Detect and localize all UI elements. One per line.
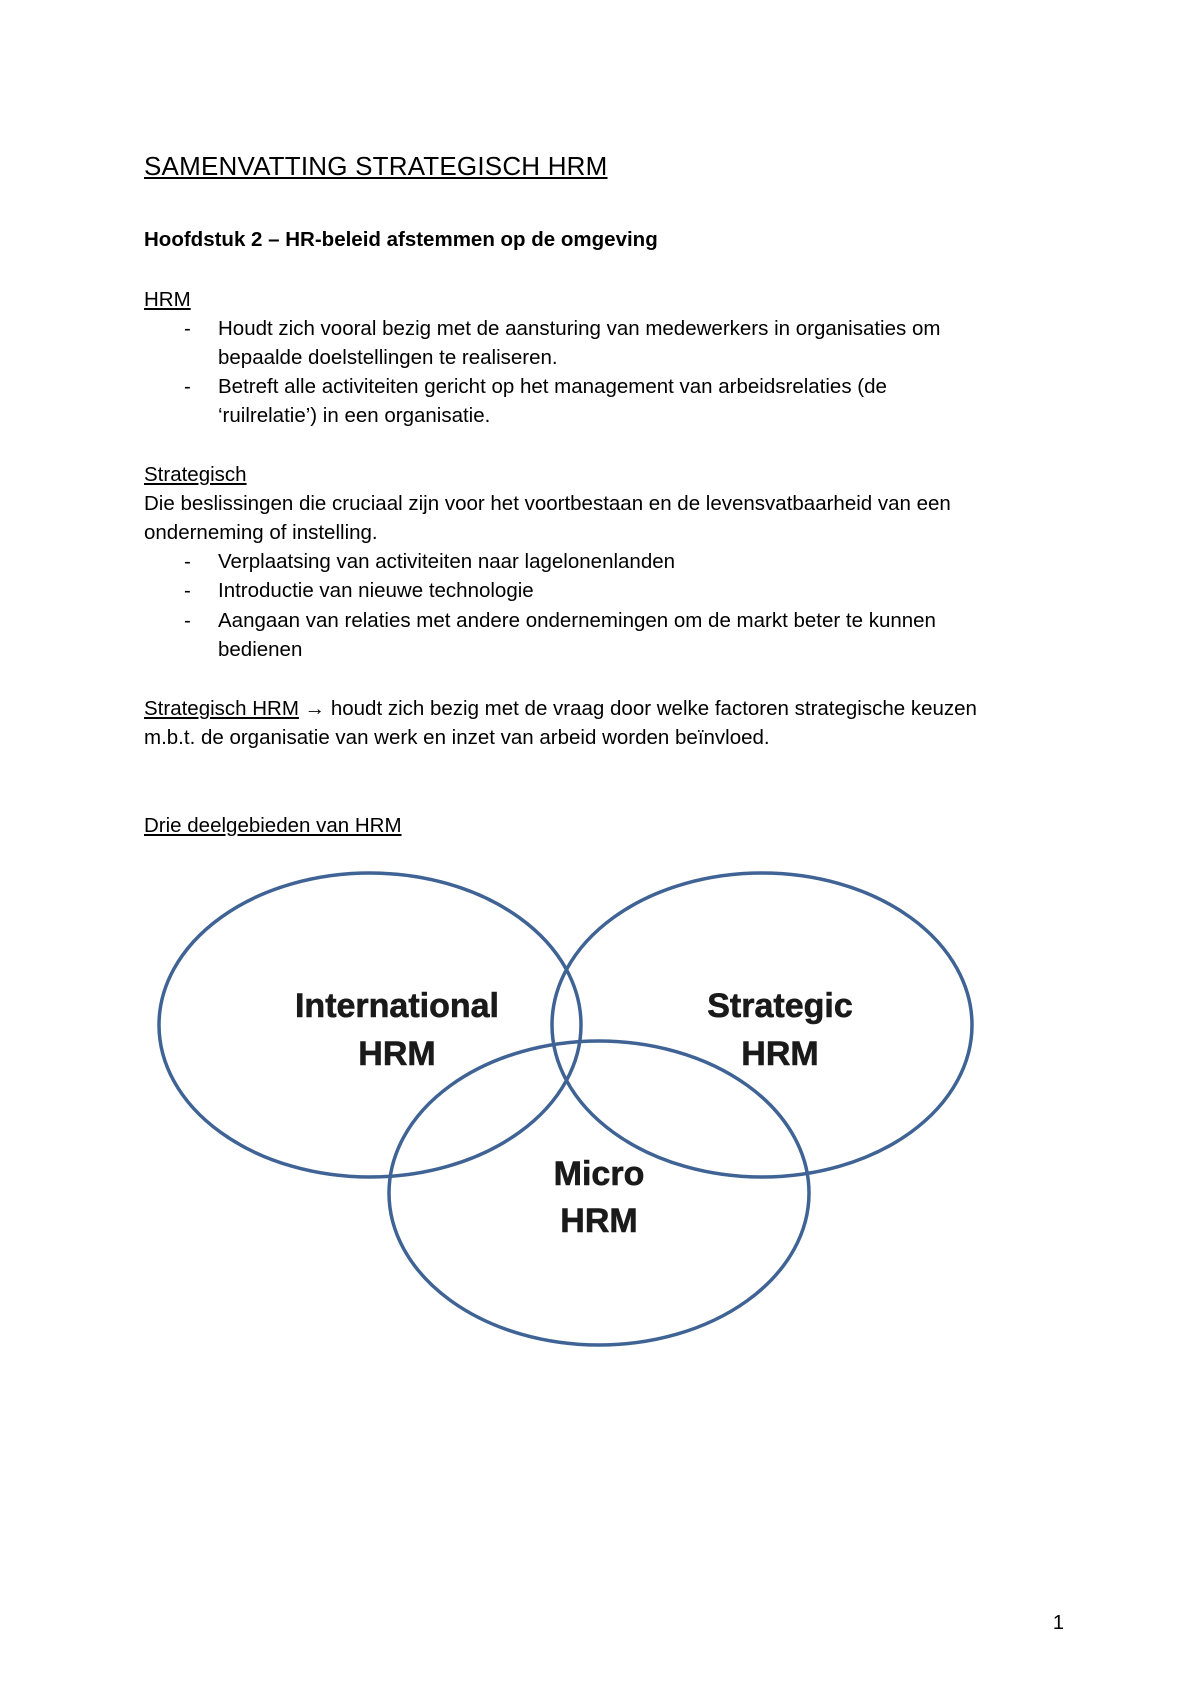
chapter-heading: Hoofdstuk 2 – HR-beleid afstemmen op de omgeving [144,228,658,251]
strategisch-hrm-line-1 [144,695,977,723]
section-heading-strategisch: Strategisch [144,463,247,486]
strategisch-intro-line-2: onderneming of instelling. [144,521,378,544]
hrm-bullet-2-line-2: ‘ruilrelatie’) in een organisatie. [218,404,491,427]
bullet-marker: - [184,609,191,632]
venn-circle-international [159,873,581,1177]
strategisch-bullet-3-line-1: Aangaan van relaties met andere ondernemingen om de markt beter te kunnen [218,609,936,632]
hrm-bullet-1-line-2: bepaalde doelstellingen te realiseren. [218,346,558,369]
strategisch-bullet-3-line-2: bedienen [218,638,303,661]
venn-label-micro-line-2: HRM [560,1202,638,1240]
hrm-bullet-1-line-1: Houdt zich vooral bezig met de aansturing van medewerkers in organisaties om [218,317,941,340]
hrm-bullet-2-line-1: Betreft alle activiteiten gericht op het management van arbeidsrelaties (de [218,375,887,398]
bullet-marker: - [184,375,191,398]
page-number: 1 [1052,1612,1064,1634]
strategisch-hrm-line-2: m.b.t. de organisatie van werk en inzet van arbeid worden beïnvloed. [144,726,770,749]
section-heading-deelgebieden: Drie deelgebieden van HRM [144,814,402,837]
strategisch-bullet-1: Verplaatsing van activiteiten naar lagelonenlanden [218,550,676,573]
arrow-right-icon: → [304,697,326,720]
document-title: SAMENVATTING STRATEGISCH HRM [144,151,608,181]
strategisch-hrm-term: Strategisch HRM [144,697,299,720]
bullet-marker: - [184,317,191,340]
strategisch-bullet-2: Introductie van nieuwe technologie [218,579,534,602]
venn-label-strategic-line-2: HRM [741,1035,819,1073]
section-heading-hrm: HRM [144,288,191,311]
venn-circle-strategic [552,873,972,1177]
venn-diagram [152,855,1052,1385]
strategisch-hrm-text: houdt zich bezig met de vraag door welke factoren strategische keuzen [325,697,977,720]
venn-circle-micro [389,1041,809,1345]
venn-label-international-line-1: International [294,987,500,1025]
venn-label-strategic-line-1: Strategic [707,987,853,1025]
bullet-marker: - [184,550,191,573]
strategisch-intro-line-1: Die beslissingen die cruciaal zijn voor het voortbestaan en de levensvatbaarheid van een [144,492,951,515]
bullet-marker: - [184,579,191,602]
venn-label-international-line-2: HRM [358,1035,436,1073]
venn-label-micro-line-1: Micro [553,1155,645,1193]
